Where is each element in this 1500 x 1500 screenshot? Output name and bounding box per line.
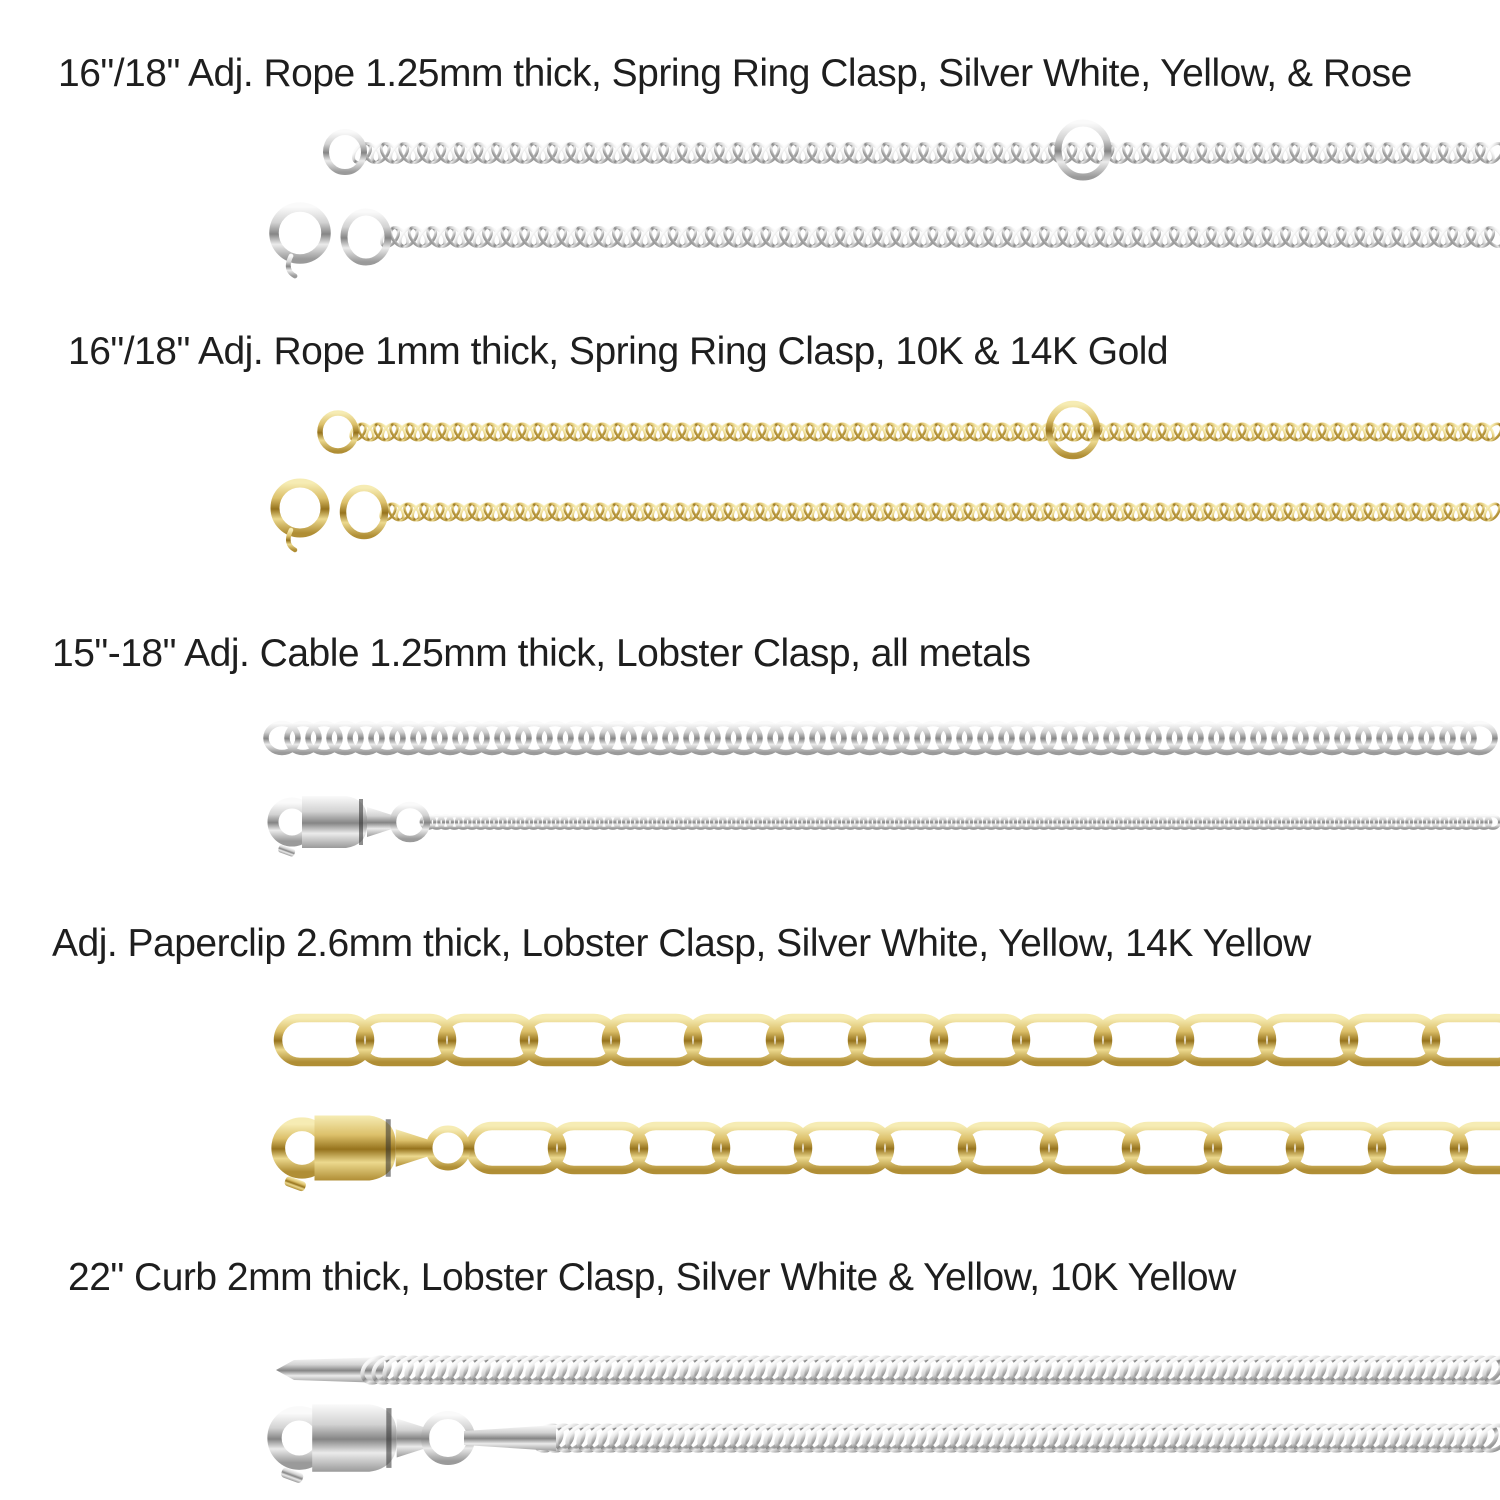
- caption-paperclip-gold: Adj. Paperclip 2.6mm thick, Lobster Clasp, Silver White, Yellow, 14K Yellow: [52, 922, 1311, 965]
- caption-rope-silver: 16"/18" Adj. Rope 1.25mm thick, Spring Ring Clasp, Silver White, Yellow, & Rose: [58, 52, 1412, 95]
- caption-curb-silver: 22" Curb 2mm thick, Lobster Clasp, Silver White & Yellow, 10K Yellow: [68, 1256, 1236, 1299]
- chain-strands: [266, 724, 1500, 858]
- rope-silver-chain-photo: [0, 112, 1500, 297]
- chain-strands: [275, 1352, 1500, 1484]
- curb-silver-chain-photo: [0, 1320, 1500, 1500]
- chain-strands: [274, 123, 1500, 276]
- cable-silver-chain-photo: [0, 700, 1500, 885]
- caption-cable-silver: 15"-18" Adj. Cable 1.25mm thick, Lobster Clasp, all metals: [52, 632, 1031, 675]
- rope-gold-chain-photo: [0, 392, 1500, 577]
- chain-strands: [278, 1018, 1500, 1192]
- caption-rope-gold: 16"/18" Adj. Rope 1mm thick, Spring Ring Clasp, 10K & 14K Gold: [68, 330, 1169, 373]
- chain-strands: [275, 404, 1500, 550]
- paperclip-gold-chain-photo: [0, 1000, 1500, 1200]
